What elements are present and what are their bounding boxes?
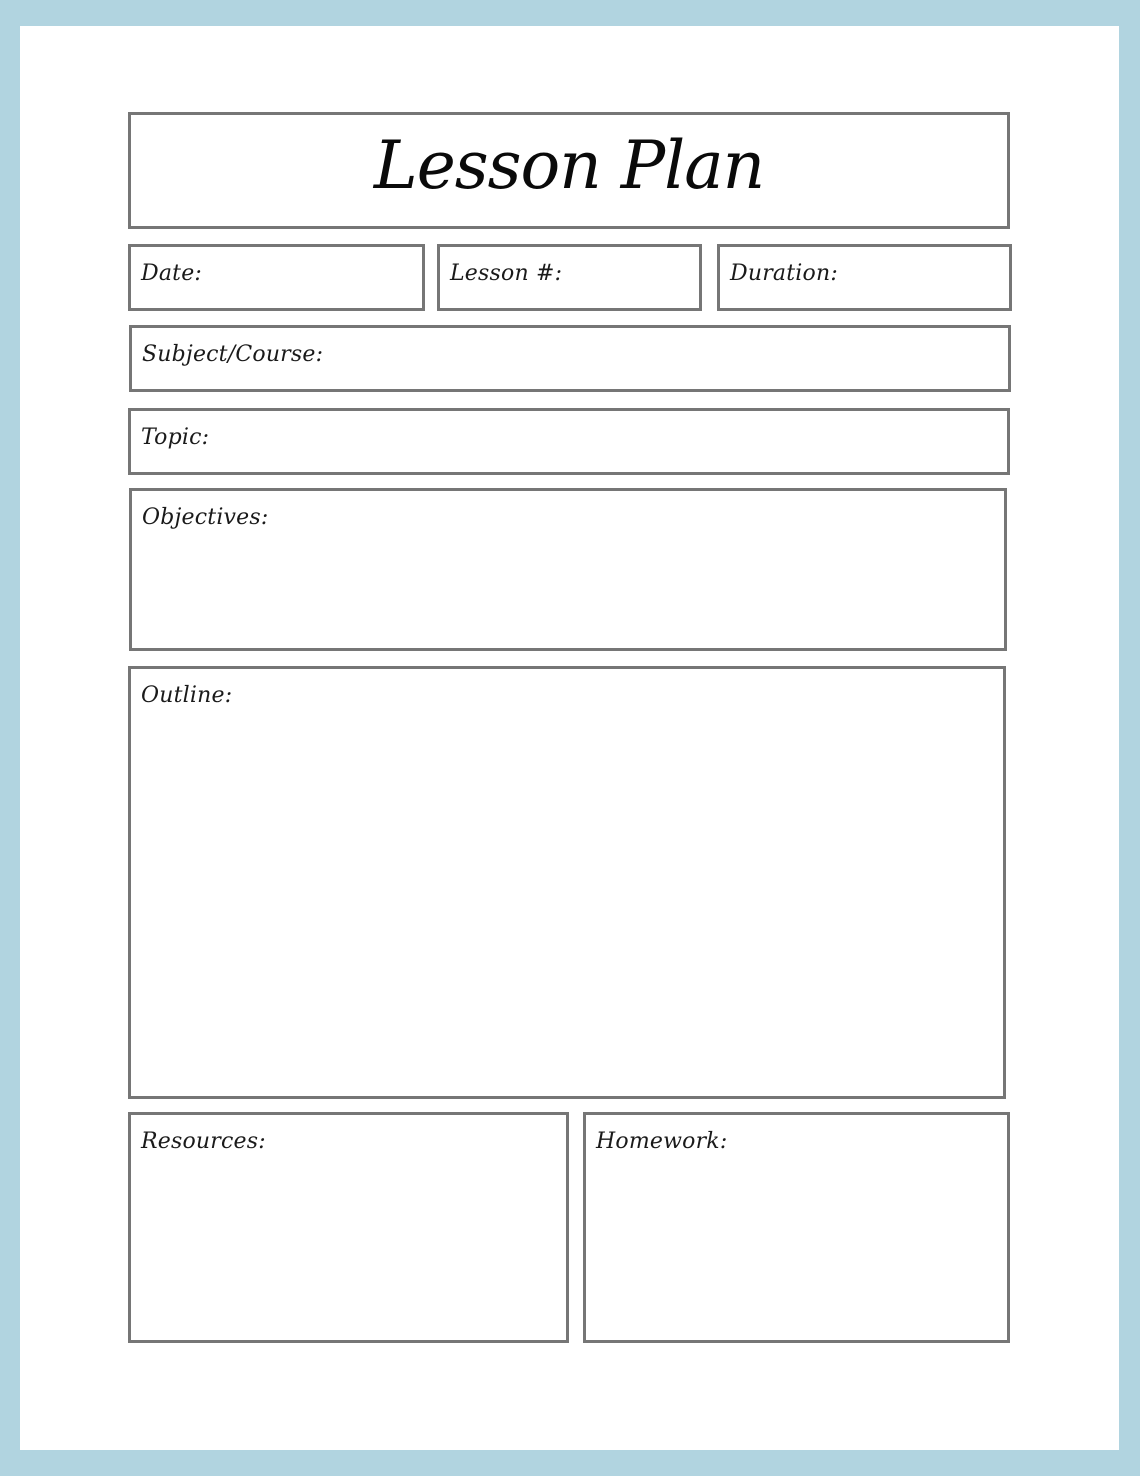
objectives-field[interactable] — [129, 488, 1007, 651]
topic-label: Topic: — [141, 425, 210, 450]
duration-field[interactable] — [717, 244, 1012, 311]
resources-field[interactable] — [128, 1112, 569, 1343]
title-box — [128, 112, 1010, 229]
homework-field[interactable] — [583, 1112, 1010, 1343]
subject-course-label: Subject/Course: — [142, 342, 324, 367]
outline-label: Outline: — [141, 683, 233, 708]
objectives-label: Objectives: — [142, 505, 269, 530]
page-title: Lesson Plan — [373, 127, 765, 204]
lesson-number-label: Lesson #: — [450, 261, 563, 286]
lesson-plan-page — [20, 26, 1119, 1450]
date-field[interactable] — [128, 244, 425, 311]
outline-field[interactable] — [128, 666, 1006, 1099]
subject-course-field[interactable] — [129, 325, 1011, 392]
date-label: Date: — [141, 261, 203, 286]
lesson-number-field[interactable] — [437, 244, 702, 311]
topic-field[interactable] — [128, 408, 1010, 475]
homework-label: Homework: — [596, 1129, 728, 1154]
duration-label: Duration: — [730, 261, 838, 286]
resources-label: Resources: — [141, 1129, 266, 1154]
